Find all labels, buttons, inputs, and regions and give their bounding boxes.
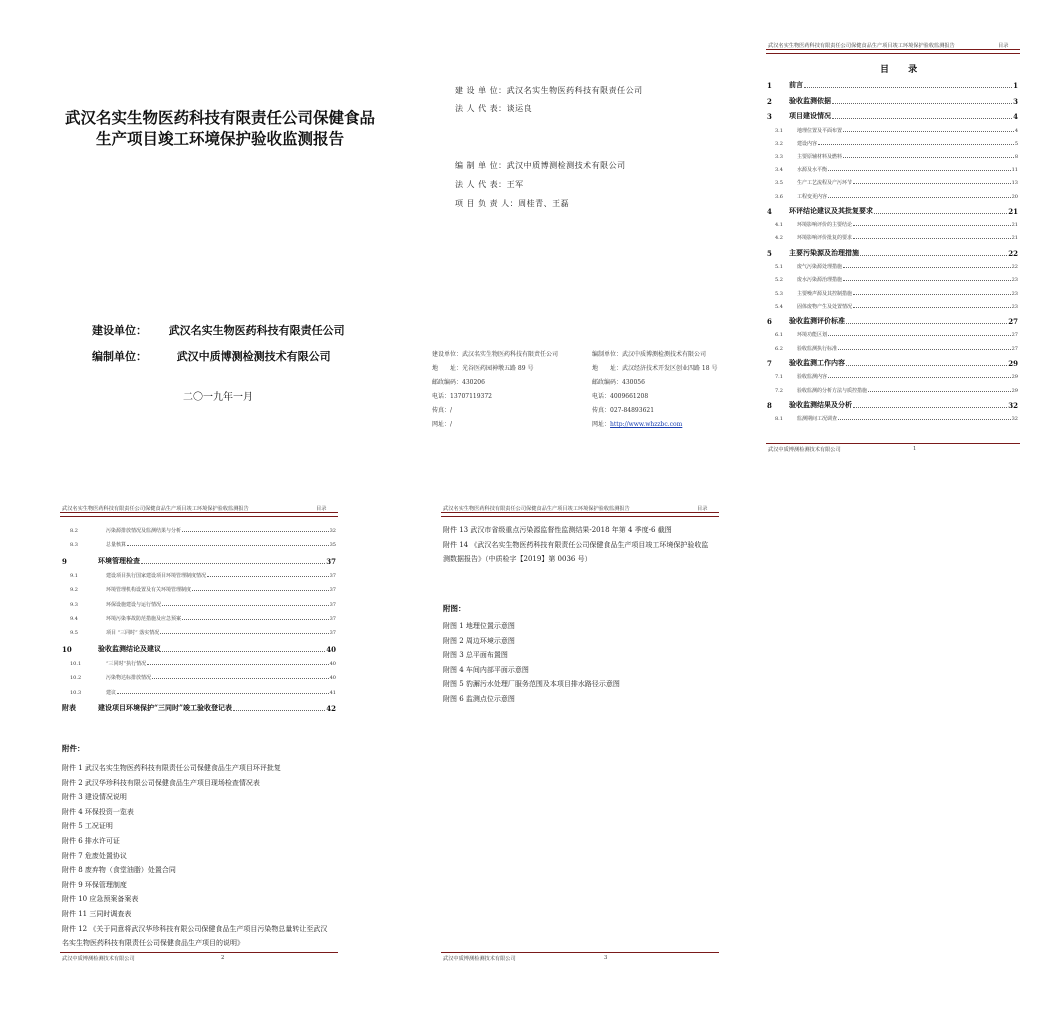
info-contact-right (592, 349, 717, 433)
figures-list (443, 621, 620, 709)
toc-entry-page: 23 (1011, 290, 1018, 297)
info-legal-rep: 法 人 代 表：谈运良 (455, 104, 533, 113)
attachment-item: 附件 10 应急预案备案表 (62, 895, 139, 904)
website-link[interactable]: http://www.whzzbc.com (610, 421, 683, 428)
toc-entry-title: 主要污染源及治理措施 (789, 247, 859, 257)
toc-entry-page: 5 (1014, 140, 1018, 147)
toc-entry-number: 9.5 (70, 630, 78, 637)
toc-entry-number: 9.2 (70, 587, 78, 594)
toc-entry-page: 40 (329, 675, 336, 682)
toc-entry-page: 23 (1011, 303, 1018, 310)
toc-entry[interactable] (767, 206, 1018, 216)
toc-entry[interactable] (767, 400, 1018, 410)
toc-entry-number: 7 (767, 358, 772, 368)
toc-entry-title: 环境管理机构设置及有关环境管理制度 (106, 587, 192, 594)
toc-entry[interactable] (62, 644, 336, 654)
toc-leader-dots (853, 238, 1011, 239)
toc-entry[interactable] (767, 373, 1018, 380)
attachment-item: 附件 12 《关于同意将武汉华珍科技有限公司保健食品生产项目污染物总量转让至武汉 (62, 924, 328, 933)
toc-leader-dots (832, 103, 1012, 104)
figure-item: 附图 6 监测点位示意图 (443, 694, 515, 703)
contact-line: 地 址：武汉经济技术开发区创业四路 18 号 (592, 365, 718, 372)
toc-entry-number: 10.3 (70, 689, 82, 696)
toc-entry[interactable] (767, 140, 1018, 147)
toc-entry-page: 40 (326, 644, 336, 654)
toc-entry-title: 验收监测内容 (797, 374, 828, 381)
toc-entry-page: 37 (329, 630, 336, 637)
info-builder: 建 设 单 位：武汉名实生物医药科技有限责任公司 (455, 86, 643, 95)
toc-entry[interactable] (767, 111, 1018, 121)
toc-entry-number: 9.4 (70, 616, 78, 622)
toc-entry-number: 3.2 (775, 140, 783, 147)
figure-item: 附图 2 周边环境示意图 (443, 636, 515, 645)
toc-entry[interactable] (62, 703, 336, 713)
toc-entry-title: 建设项目执行国家建设项目环境管理制度情况 (106, 572, 207, 579)
attachment-item: 附件 3 建设情况说明 (62, 793, 127, 802)
toc-entry-page: 21 (1011, 235, 1018, 242)
toc-entry-page: 27 (1011, 345, 1018, 352)
figure-item: 附图 5 豹澥污水处理厂服务范围及本项目排水路径示意图 (443, 680, 620, 689)
toc-entry-title: 验收监测的分析方法与质控措施 (797, 387, 868, 394)
toc-entry-page: 3 (1013, 96, 1018, 106)
toc-entry[interactable] (767, 345, 1018, 352)
toc-leader-dots (846, 365, 1007, 366)
info-contact-left (432, 349, 558, 433)
toc-leader-dots (804, 87, 1012, 88)
attachment-item: 附件 11 三同时调查表 (62, 909, 132, 918)
contact-line: 地 址：光谷医药园神墩五路 89 号 (432, 365, 534, 372)
toc-entry-number: 10 (62, 644, 72, 654)
toc-leader-dots (182, 531, 329, 532)
toc-entry-page: 41 (329, 689, 336, 696)
header-rule (766, 49, 1020, 54)
toc-entry[interactable] (62, 689, 336, 696)
toc-entry-number: 1 (767, 81, 772, 90)
toc-entry-page: 42 (326, 704, 336, 713)
contact-line: 编制单位：武汉中质博测检测技术有限公司 (592, 351, 707, 358)
toc-entry-title: 污染物达标排放情况 (106, 675, 152, 682)
toc-leader-dots (853, 183, 1011, 184)
toc-entry-number: 4.1 (775, 222, 783, 229)
contact-line: 电话：13707119372 (432, 393, 492, 400)
running-header-section: 目录 (998, 43, 1009, 49)
toc-entry-title: 验收监测结论及建议 (98, 643, 161, 653)
toc-entry[interactable] (62, 660, 336, 667)
attachment-item: 附件 1 武汉名实生物医药科技有限责任公司保健食品生产项目环评批复 (62, 764, 281, 772)
toc-leader-dots (828, 377, 1011, 378)
toc-leader-dots (838, 419, 1011, 420)
toc-leader-dots (846, 323, 1007, 324)
toc-entry-number: 3.6 (775, 193, 783, 200)
toc-entry-title: 工程变更内容 (797, 193, 828, 200)
toc-entry-number: 3 (767, 112, 772, 121)
toc-entry-number: 2 (767, 96, 772, 106)
attachment-item: 附件 9 环保管理制度 (62, 880, 127, 889)
figure-item: 附图 4 车间内部平面示意图 (443, 665, 529, 674)
toc-leader-dots (162, 605, 329, 606)
toc-entry[interactable] (62, 527, 336, 534)
toc-entry-page: 11 (1011, 167, 1018, 174)
toc-entry-title: 监测期间工况调查 (797, 416, 838, 423)
toc-entry[interactable] (62, 615, 336, 622)
toc-leader-dots (147, 664, 329, 665)
toc-entry-page: 37 (329, 587, 336, 594)
contact-line: 传真：027-84893621 (592, 407, 655, 414)
toc-entry[interactable] (767, 166, 1018, 173)
toc-entry-page: 29 (1011, 387, 1018, 394)
cover-builder (92, 322, 345, 338)
running-footer: 武汉中质博测检测技术有限公司 (443, 956, 516, 962)
header-rule (441, 512, 719, 517)
toc-entry[interactable] (767, 331, 1018, 338)
cover-title (60, 108, 380, 150)
toc-entry-title: 环评结论建议及其批复要求 (789, 205, 873, 215)
toc-entry[interactable] (62, 572, 336, 579)
toc-entry-title: 固体废物产生及处置情况 (797, 303, 853, 310)
toc-entry-title: 前言 (789, 80, 803, 89)
attachment-item: 附件 14 《武汉名实生物医药科技有限责任公司保健食品生产项目竣工环境保护验收监 (443, 540, 709, 549)
toc-entry-number: 5.2 (775, 277, 783, 284)
toc-entry[interactable] (62, 556, 336, 566)
toc-entry-title: 项目 “三同时” 落实情况 (106, 630, 160, 637)
toc-entry-number: 3.4 (775, 167, 783, 174)
toc-entry-title: 环境影响评价的主要结论 (797, 222, 853, 229)
toc-entry-number: 6.1 (775, 332, 783, 339)
toc-leader-dots (818, 144, 1014, 145)
toc-entry[interactable] (767, 193, 1018, 200)
toc-entry-title: 环境功能区划 (797, 332, 828, 339)
toc-leader-dots (843, 267, 1011, 268)
toc-leader-dots (233, 710, 325, 711)
header-rule (60, 512, 338, 517)
toc-entry-page: 21 (1011, 222, 1018, 229)
toc-entry-number: 4.2 (775, 235, 783, 242)
attachment-item: 附件 8 废弃物（食堂油脂）处置合同 (62, 866, 176, 875)
attachment-item: 名实生物医药科技有限责任公司保健食品生产项目的说明》 (62, 939, 244, 948)
toc-leader-dots (162, 651, 325, 652)
toc-leader-dots (868, 391, 1011, 392)
running-footer: 武汉中质博测检测技术有限公司 (768, 447, 841, 453)
attachment-item: 附件 6 排水许可证 (62, 836, 120, 845)
toc-leader-dots (192, 590, 329, 591)
toc-entry-page: 13 (1011, 180, 1018, 187)
toc-entry-number: 6 (767, 316, 772, 326)
toc-entry-number: 7.2 (775, 387, 783, 394)
contact-line: 网址：/ (432, 421, 453, 428)
toc-entry-number: 7.1 (775, 374, 783, 381)
toc-leader-dots (843, 131, 1014, 132)
running-header-section: 目录 (697, 506, 708, 512)
toc-leader-dots (828, 170, 1011, 171)
toc-entry-title: 验收监测执行标准 (797, 345, 838, 352)
page-number: 2 (221, 955, 225, 961)
contact-line: 邮政编码：430206 (432, 379, 485, 386)
toc-entry-page: 37 (329, 572, 336, 579)
toc-entry-number: 9.1 (70, 572, 78, 579)
figures-heading: 附图： (443, 604, 466, 613)
cover-title-line1: 武汉名实生物医药科技有限责任公司保健食品 (64, 109, 375, 127)
toc-leader-dots (853, 407, 1007, 408)
toc-entry-page: 1 (1013, 81, 1018, 90)
toc-leader-dots (843, 157, 1014, 158)
toc-leader-dots (838, 349, 1011, 350)
attachment-item: 附件 13 武汉市省级重点污染源监督性监测结果-2018 年第 4 季度-6 截图 (443, 526, 672, 534)
attachment-item: 附件 4 环保投资一览表 (62, 807, 134, 816)
toc-entry-number: 6.2 (775, 345, 783, 352)
toc-entry-title: 废气污染源处理措施 (797, 264, 843, 271)
toc-entry-title: 环保设施建设与运行情况 (106, 601, 162, 608)
toc-leader-dots (127, 545, 329, 546)
toc-entry-page: 4 (1013, 112, 1018, 121)
info-project-lead: 项 目 负 责 人：周桂青、王磊 (455, 199, 570, 208)
toc-entry-number: 4 (767, 206, 772, 216)
toc-entry-title: 验收监测结果及分析 (789, 399, 852, 409)
toc-leader-dots (860, 255, 1007, 256)
page-number: 3 (604, 955, 608, 961)
toc-leader-dots (182, 619, 329, 620)
toc-leader-dots (117, 693, 329, 694)
figure-item: 附图 1 地理位置示意图 (443, 622, 515, 630)
toc-entry-page: 22 (1011, 264, 1018, 271)
cover-title-line2: 生产项目竣工环境保护验收监测报告 (95, 130, 344, 148)
info-compiler-rep: 法 人 代 表：王军 (455, 180, 524, 189)
toc-entry[interactable] (767, 303, 1018, 310)
figure-item: 附图 3 总平面布置图 (443, 651, 508, 660)
toc-entry-title: 主要原辅材料及燃料 (797, 153, 843, 160)
toc-entry-page: 32 (1008, 400, 1018, 410)
page-number: 1 (913, 446, 917, 452)
toc-entry[interactable] (767, 276, 1018, 283)
toc-entry-page: 23 (1011, 277, 1018, 284)
toc-entry[interactable] (62, 674, 336, 681)
toc-entry-title: 生产工艺流程及产污环节 (797, 180, 853, 187)
toc-leader-dots (853, 294, 1011, 295)
toc-entry-title: 主要噪声源及其控制措施 (797, 290, 853, 297)
cover-date: 二〇一九年一月 (183, 392, 253, 403)
toc-entry-number: 9 (62, 556, 67, 566)
toc-entry[interactable] (767, 263, 1018, 270)
toc-leader-dots (874, 213, 1007, 214)
toc-entry-page: 27 (1011, 332, 1018, 339)
cover-compiler-label: 编制单位： (92, 350, 147, 363)
toc-entry-page: 29 (1011, 374, 1018, 381)
toc-entry-number: 8.2 (70, 528, 78, 534)
contact-line: 邮政编码：430056 (592, 379, 645, 386)
toc-entry-page: 37 (329, 616, 336, 622)
contact-line: 传真：/ (432, 407, 453, 414)
toc-entry-title: 验收监测工作内容 (789, 357, 845, 367)
toc-entry-title: 环境管理检查 (98, 555, 140, 565)
toc-leader-dots (160, 633, 328, 634)
toc-entry-page: 27 (1008, 316, 1018, 326)
attachment-item: 附件 5 工况证明 (62, 822, 113, 831)
contact-line: 电话：4009661208 (592, 393, 649, 400)
toc-entry-title: 项目建设情况 (789, 111, 831, 120)
attachment-item: 测数据报告》（中质检字【2019】第 0036 号） (443, 555, 592, 564)
cover-compiler-value: 武汉中质博测检测技术有限公司 (176, 350, 331, 363)
toc-entry[interactable] (767, 80, 1018, 90)
running-header: 武汉名实生物医药科技有限责任公司保健食品生产项目竣工环境保护验收监测报告 (443, 506, 630, 512)
toc-entry-page: 32 (1011, 416, 1018, 423)
toc-entry-number: 9.3 (70, 601, 78, 608)
toc-entry-page: 4 (1014, 127, 1018, 134)
attachments-list (62, 763, 327, 953)
toc-entry[interactable] (62, 586, 336, 593)
toc-entry-title: 环境影响评价批复的要求 (797, 235, 853, 242)
toc-leader-dots (828, 197, 1011, 198)
toc-leader-dots (152, 678, 329, 679)
running-footer: 武汉中质博测检测技术有限公司 (62, 956, 135, 962)
toc-leader-dots (832, 118, 1012, 119)
toc-entry-title: 建设内容 (797, 140, 818, 147)
toc-entry-page: 37 (326, 556, 336, 566)
running-header: 武汉名实生物医药科技有限责任公司保健食品生产项目竣工环境保护验收监测报告 (62, 506, 249, 512)
toc-entry[interactable] (767, 221, 1018, 228)
toc-entry[interactable] (767, 96, 1018, 106)
toc-entry-number: 10.1 (70, 660, 82, 667)
attachment-item: 附件 7 危废处置协议 (62, 851, 127, 860)
toc-entry[interactable] (767, 153, 1018, 160)
toc-entry-number: 8.3 (70, 542, 78, 549)
attachments-list-cont (443, 525, 708, 569)
toc-entry-page: 37 (329, 601, 336, 608)
toc-entry-number: 3.3 (775, 153, 783, 160)
toc-entry[interactable] (767, 387, 1018, 394)
toc-entry-title: 水源及水平衡 (797, 167, 828, 174)
toc-entry-page: 8 (1014, 153, 1018, 160)
toc-entry[interactable] (767, 415, 1018, 422)
toc-entry-title: 验收监测依据 (789, 95, 831, 105)
website-label: 网址： (592, 421, 611, 428)
toc-entry-number: 5 (767, 248, 772, 258)
toc-entry-title: 验收监测评价标准 (789, 315, 845, 325)
toc-entry-number: 8.1 (775, 416, 783, 423)
contact-line: 建设单位：武汉名实生物医药科技有限责任公司 (432, 351, 559, 358)
toc-entry[interactable] (767, 248, 1018, 258)
toc-entry[interactable] (767, 234, 1018, 241)
footer-rule (60, 952, 338, 953)
toc-entry[interactable] (767, 290, 1018, 297)
toc-leader-dots (853, 225, 1011, 226)
toc-entry-page: 22 (1008, 248, 1018, 258)
toc-entry-title: 建议 (106, 689, 117, 696)
toc-entry[interactable] (767, 358, 1018, 368)
toc-entry[interactable] (767, 127, 1018, 134)
toc-entry-title: 地理位置及平面布置 (797, 127, 843, 134)
toc-entry-title: 环境污染事故防范措施及应急预案 (106, 616, 182, 622)
toc-entry[interactable] (62, 629, 336, 636)
toc-entry[interactable] (62, 601, 336, 608)
toc-entry-page: 35 (329, 542, 336, 549)
toc-entry-number: 8 (767, 400, 772, 410)
footer-rule (441, 952, 719, 953)
running-header-section: 目录 (316, 506, 327, 512)
toc-leader-dots (828, 335, 1011, 336)
running-header: 武汉名实生物医药科技有限责任公司保健食品生产项目竣工环境保护验收监测报告 (768, 43, 955, 49)
attachment-item: 附件 2 武汉华珍科技有限公司保健食品生产项目现场检查情况表 (62, 778, 260, 787)
toc-entry-title: 总量核算 (106, 542, 127, 549)
cover-compiler (92, 348, 331, 364)
toc-entry[interactable] (62, 541, 336, 548)
toc-entry-page: 20 (1011, 193, 1018, 200)
toc-entry[interactable] (767, 316, 1018, 326)
toc-leader-dots (843, 280, 1011, 281)
toc-leader-dots (207, 576, 329, 577)
toc-entry-page: 32 (329, 528, 336, 534)
toc-entry-page: 29 (1008, 358, 1018, 368)
toc-entry-number: 3.1 (775, 127, 783, 134)
toc-entry-page: 40 (329, 660, 336, 667)
toc-entry-title: 污染源排放情况及监测结果与分析 (106, 528, 182, 534)
toc-leader-dots (141, 563, 325, 564)
footer-rule (766, 443, 1020, 444)
toc-entry-title: 废水污染源治理措施 (797, 277, 843, 284)
toc-entry-number: 3.5 (775, 180, 783, 187)
toc-entry-number: 5.3 (775, 290, 783, 297)
toc-title: 目 录 (880, 65, 926, 75)
toc-entry-number: 10.2 (70, 675, 82, 682)
toc-entry-number: 附表 (62, 703, 76, 712)
toc-entry-number: 5.1 (775, 264, 783, 271)
toc-entry-title: 建设项目环境保护“三同时”竣工验收登记表 (98, 703, 233, 712)
toc-leader-dots (853, 307, 1011, 308)
toc-entry-title: “三同时”执行情况 (106, 660, 147, 667)
contact-website (592, 419, 717, 433)
toc-entry-page: 21 (1008, 206, 1018, 216)
cover-builder-label: 建设单位： (92, 324, 147, 337)
cover-builder-value: 武汉名实生物医药科技有限责任公司 (168, 324, 345, 337)
toc-entry[interactable] (767, 179, 1018, 186)
toc-entry-number: 5.4 (775, 303, 783, 310)
attachments-heading: 附件： (62, 744, 85, 753)
info-compiler: 编 制 单 位：武汉中质博测检测技术有限公司 (455, 161, 626, 170)
